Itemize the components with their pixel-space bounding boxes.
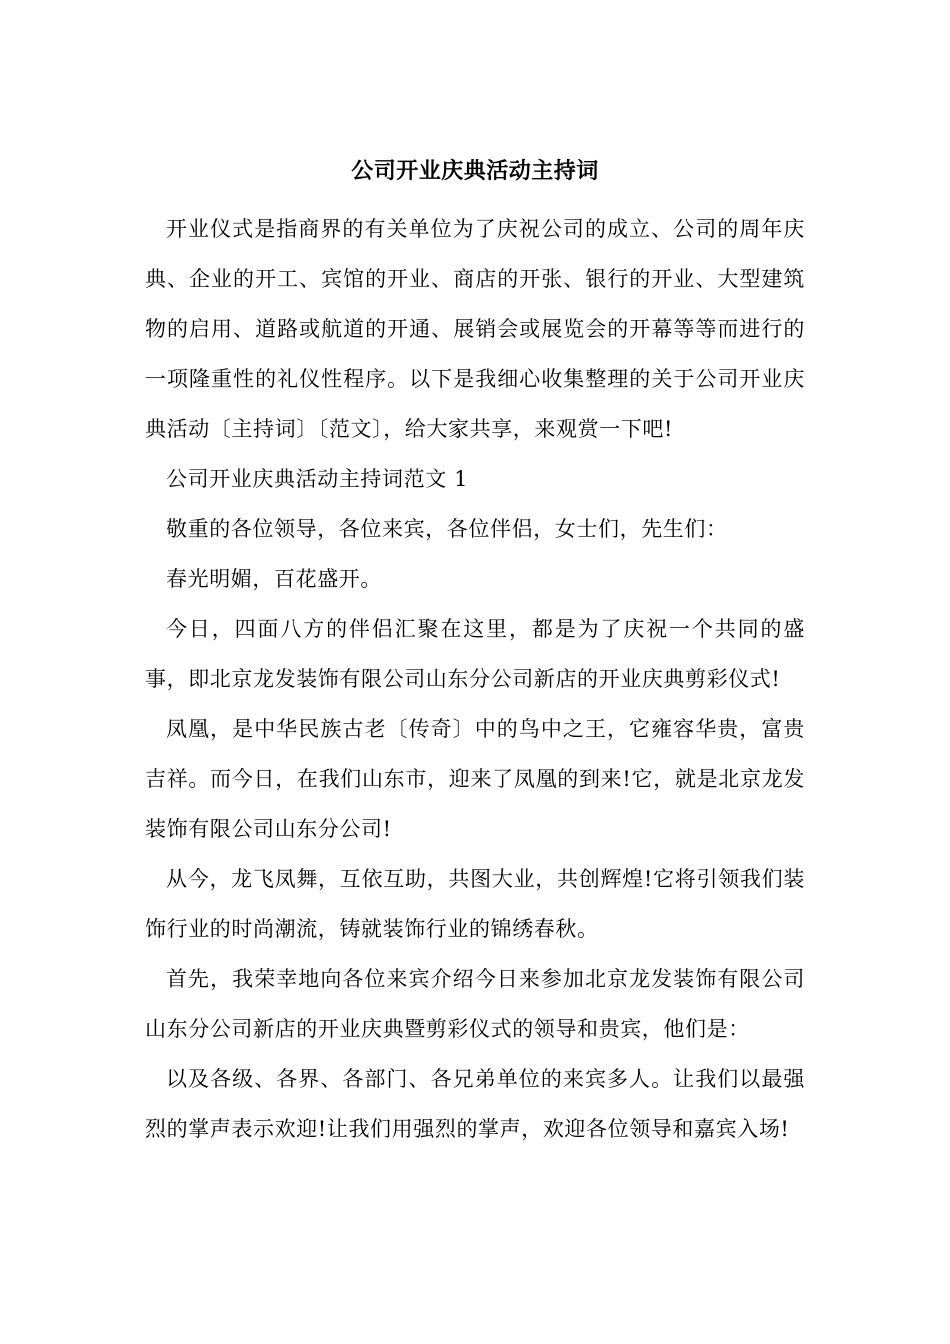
document-body [145, 152, 805, 1154]
intro-paragraph: 开业仪式是指商界的有关单位为了庆祝公司的成立、公司的周年庆典、企业的开工、宾馆的开业、商店的开张、银行的开业、大型建筑物的启用、道路或航道的开通、展销会或展览会的开幕等等而进行的一项隆重性的礼仪性程序。以下是我细心收集整理的关于公司开业庆典活动〔主持词〕〔范文〕，给大家共享，来观赏一下吧! [145, 217, 805, 441]
greeting-paragraph: 敬重的各位领导，各位来宾，各位伴侣，女士们，先生们： [166, 517, 728, 541]
spring-paragraph: 春光明媚，百花盛开。 [166, 567, 382, 591]
document-title: 公司开业庆典活动主持词 [351, 158, 599, 184]
body-paragraph: 今日，四面八方的伴侣汇聚在这里，都是为了庆祝一个共同的盛事，即北京龙发装饰有限公司山东分公司新店的开业庆典剪彩仪式! [145, 617, 805, 691]
section-heading: 公司开业庆典活动主持词范文 1 [166, 467, 469, 491]
body-paragraph: 从今，龙飞凤舞，互依互助，共图大业，共创辉煌!它将引领我们装饰行业的时尚潮流，铸就装饰行业的锦绣春秋。 [145, 867, 805, 941]
body-paragraph: 以及各级、各界、各部门、各兄弟单位的来宾多人。让我们以最强烈的掌声表示欢迎!让我们用强烈的掌声，欢迎各位领导和嘉宾入场! [145, 1067, 805, 1141]
body-paragraph: 凤凰，是中华民族古老〔传奇〕中的鸟中之王，它雍容华贵，富贵吉祥。而今日，在我们山东市，迎来了凤凰的到来!它，就是北京龙发装饰有限公司山东分公司! [145, 717, 805, 841]
body-paragraph: 首先，我荣幸地向各位来宾介绍今日来参加北京龙发装饰有限公司山东分公司新店的开业庆典暨剪彩仪式的领导和贵宾，他们是： [145, 967, 805, 1041]
